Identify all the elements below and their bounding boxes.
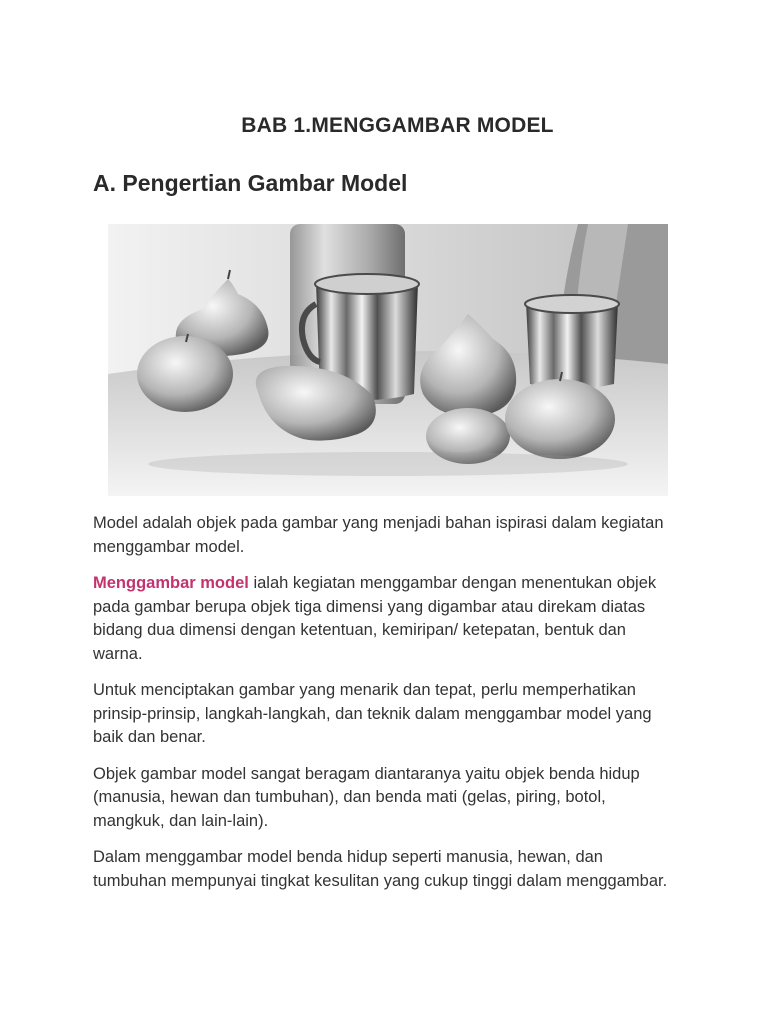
paragraph-4: Objek gambar model sangat beragam diantaranya yaitu objek benda hidup (manusia, hewan dan tumbuhan), dan benda mati (gelas, piring, botol, mangkuk, dan lain-lain).: [93, 764, 640, 830]
body-text: [93, 512, 678, 906]
still-life-illustration: [108, 224, 668, 496]
paragraph-2-text: ialah kegiatan menggambar dengan menentukan objek pada gambar berupa objek tiga dimensi yang digambar atau direkam diatas bidang dua dimensi dengan ketentuan, kemiripan/ ketepatan, bentuk dan warna.: [93, 574, 657, 663]
paragraph-3: Untuk menciptakan gambar yang menarik dan tepat, perlu memperhatikan prinsip-prinsip, langkah-langkah, dan teknik dalam menggambar model yang baik dan benar.: [93, 681, 652, 746]
section-title: A. Pengertian Gambar Model: [93, 170, 408, 196]
highlighted-term: Menggambar model: [93, 574, 249, 592]
paragraph-5: Dalam menggambar model benda hidup seperti manusia, hewan, dan tumbuhan mempunyai tingkat kesulitan yang cukup tinggi dalam menggambar.: [93, 848, 668, 890]
chapter-title: BAB 1.MENGGAMBAR MODEL: [241, 114, 554, 137]
paragraph-1: Model adalah objek pada gambar yang menjadi bahan ispirasi dalam kegiatan menggambar model.: [93, 514, 664, 556]
paragraph-2: [93, 572, 678, 666]
